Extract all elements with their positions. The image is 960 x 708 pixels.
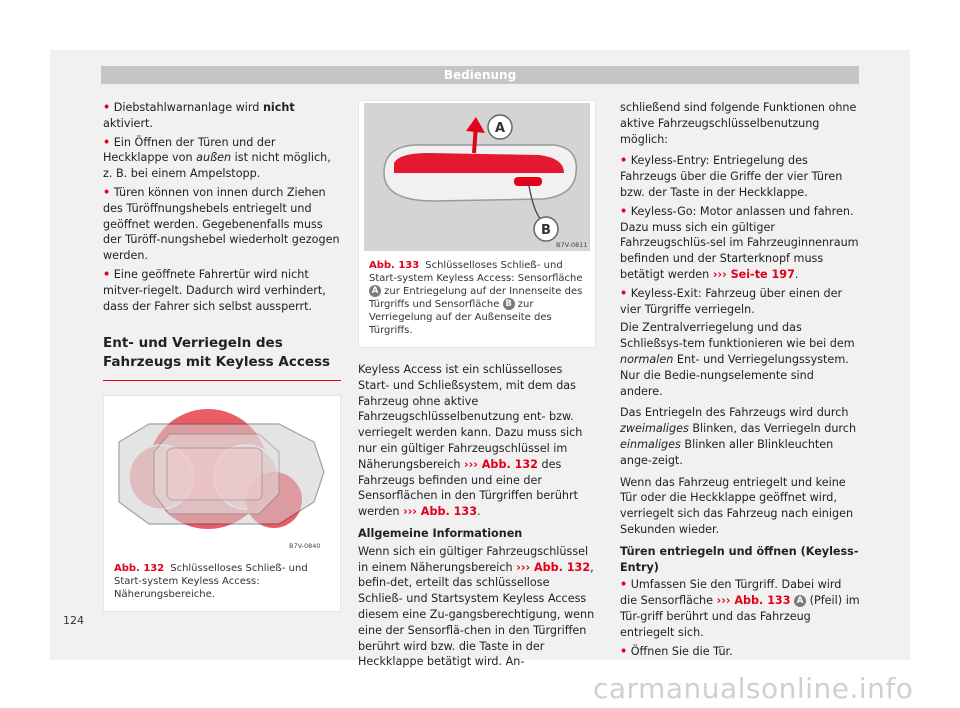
section-header: Bedienung (101, 66, 859, 84)
marker-b-label: B (541, 223, 551, 238)
subheading: Türen entriegeln und öffnen (Keyless-Entry) (620, 544, 859, 574)
paragraph: Keyless Access ist ein schlüsselloses Start- und Schließsystem, mit dem das Fahrzeug ohne aktive Fahrzeugschlüsselbenutzung ent- bzw. verriegelt werden kann. Dazu muss sich nur ein gültiger Fahrzeugschlüssel im Näherungsbereich ››› Abb. 132 des Fahrzeugs befinden und eine der Sensorflächen in den Türgriffen berührt werden ››› Abb. 133. (358, 363, 583, 519)
bullet-item: • Keyless-Go: Motor anlassen und fahren. Dazu muss sich ein gültiger Fahrzeugschlüs-sel im Fahrzeuginnenraum befinden und der Starterknopf muss betätigt werden ››› Sei-te 197. (620, 204, 859, 281)
figure-link[interactable]: ››› Abb. 133 (403, 505, 477, 519)
column-right (620, 100, 860, 662)
figure-link[interactable]: ››› Abb. 132 (464, 457, 538, 471)
marker-a-label: A (494, 121, 506, 136)
figure-133 (358, 100, 596, 348)
figure-code: B7V-0811 (556, 241, 588, 249)
bullet-item: • Keyless-Entry: Entriegelung des Fahrzeugs über die Griffe der vier Türen bzw. der Taste in der Heckklappe. (620, 154, 843, 199)
bullet-item: • Öffnen Sie die Tür. (620, 644, 733, 658)
page-number: 124 (63, 614, 84, 627)
page-link[interactable]: ››› Sei-te 197 (712, 267, 795, 281)
figure-132 (103, 395, 341, 612)
bullet-dot-icon: • (620, 578, 628, 592)
car-proximity-illustration (109, 402, 335, 554)
section-heading: Ent- und Verriegeln des Fahrzeugs mit Keyless Access (103, 335, 331, 371)
paragraph: Die Zentralverriegelung und das Schließsys-tem funktionieren wie bei dem normalen Ent- und Verriegelungssystem. Nur die Bedie-nungselemente sind andere. (620, 321, 855, 398)
bullet-item: • Ein Öffnen der Türen und der Heckklappe von außen ist nicht möglich, z. B. bei einem Ampelstopp. (103, 135, 331, 181)
bullet-item: • Umfassen Sie den Türgriff. Dabei wird die Sensorfläche ››› Abb. 133 A (Pfeil) im Tür-griff berührt und das Fahrzeug entriegelt sich. (620, 578, 860, 639)
column-left (103, 100, 341, 612)
bullet-item: • Türen können von innen durch Ziehen des Türöffnungshebels entriegelt und geöffnet werden. Gegebenenfalls muss der Türöff-nungshebel wiederholt gezogen werden. (103, 185, 340, 263)
paragraph: Wenn sich ein gültiger Fahrzeugschlüssel in einem Näherungsbereich ››› Abb. 132, befin-det, erteilt das schlüssellose Schließ- und Startsystem Keyless Access diesem eine Zu-gangsberechtigung, wenn eine der Sensorflä-chen in den Türgriffen berührt wird bzw. die Taste in der Heckklappe betätigt wird. An- (358, 544, 595, 669)
subheading: Allgemeine Informationen (358, 526, 523, 540)
paragraph: Das Entriegeln des Fahrzeugs wird durch zweimaliges Blinken, das Verriegeln durch einmaliges Blinken aller Blinkleuchten ange-zeigt. (620, 406, 857, 467)
bullet-dot-icon: • (620, 644, 628, 658)
bullet-item: • Diebstahlwarnanlage wird nicht aktiviert. (103, 101, 295, 130)
marker-a-icon: A (794, 595, 806, 607)
watermark: carmanualsonline.info (593, 672, 914, 705)
marker-a-icon: A (369, 285, 381, 297)
bullet-dot-icon: • (103, 135, 111, 149)
marker-b-icon: B (503, 298, 515, 310)
bullet-dot-icon: • (103, 185, 111, 199)
paragraph: schließend sind folgende Funktionen ohne aktive Fahrzeugschlüsselbenutzung möglich: (620, 101, 857, 146)
bullet-dot-icon: • (103, 267, 111, 281)
bullet-dot-icon: • (103, 101, 111, 114)
bullet-dot-icon: • (620, 286, 628, 300)
figure-code: B7V-0840 (289, 542, 321, 551)
bullet-item: • Eine geöffnete Fahrertür wird nicht mitver-riegelt. Dadurch wird verhindert, dass der Fahrer sich selbst aussperrt. (103, 267, 326, 313)
figure-caption: Abb. 132 Schlüsselloses Schließ- und Start-system Keyless Access: Näherungsbereiche. (114, 563, 308, 601)
paragraph: Wenn das Fahrzeug entriegelt und keine Tür oder die Heckklappe geöffnet wird, verriegelt sich das Fahrzeug nach einigen Sekunden wieder. (620, 475, 854, 536)
bullet-item: • Keyless-Exit: Fahrzeug über einen der vier Türgriffe verriegeln. (620, 286, 843, 316)
column-middle (358, 100, 596, 676)
figure-caption: Abb. 133 Schlüsselloses Schließ- und Start-system Keyless Access: Sensorfläche A zur Entriegelung auf der Innenseite des Türgriffs und Sensorfläche B zur Verriegelung auf der Außenseite des Türgriffs. (369, 260, 583, 336)
bullet-dot-icon: • (620, 204, 628, 218)
heading-rule (103, 380, 341, 381)
figure-link[interactable]: ››› Abb. 133 (716, 594, 791, 608)
bullet-dot-icon: • (620, 154, 628, 168)
figure-link[interactable]: ››› Abb. 132 (516, 560, 591, 574)
door-handle-illustration (364, 103, 590, 251)
